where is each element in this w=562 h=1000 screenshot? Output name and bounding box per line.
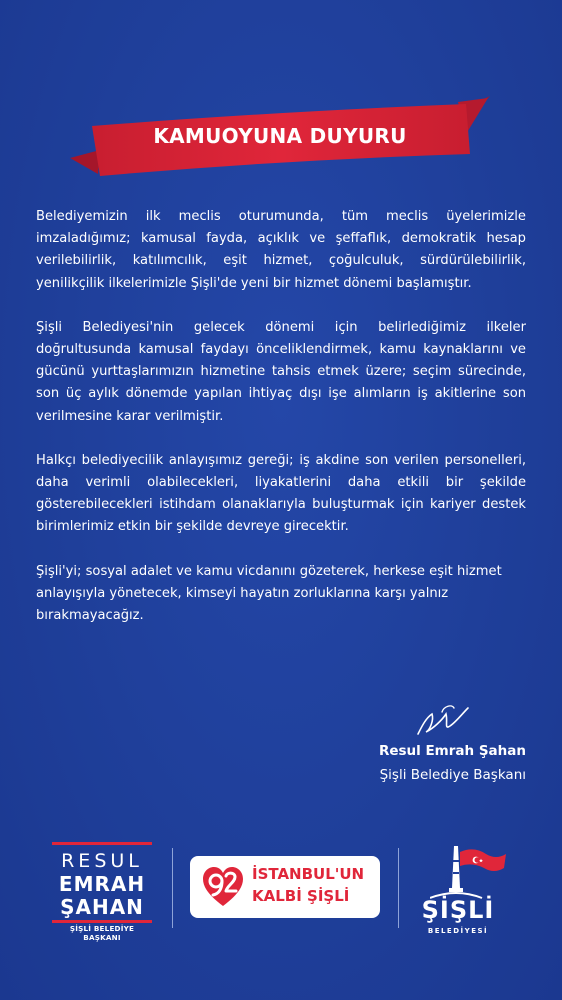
logo-top-bar — [52, 842, 152, 845]
monument-flag-icon — [430, 842, 510, 902]
paragraph-4: Şişli'yi; sosyal adalet ve kamu vicdanını gözeterek, herkese eşit hizmet anlayışıyla yönetecek, kimseyi hayatın zorluklarına karşı yalnız bırakmayacağız. — [36, 563, 502, 624]
signatory-title: Şişli Belediye Başkanı — [379, 767, 526, 783]
signatory-name: Resul Emrah Şahan — [378, 743, 526, 759]
resul-emrah-sahan-logo — [52, 842, 156, 942]
logo-line-resul: RESUL — [61, 850, 143, 872]
footer-divider-right — [398, 848, 399, 928]
logo-line-istanbulun: İSTANBUL'UN — [252, 865, 365, 883]
logo-bottom-bar — [52, 920, 152, 923]
logo-line-emrah: EMRAH — [58, 872, 146, 896]
logo-line-sahan: ŞAHAN — [60, 895, 144, 919]
paragraph-2: Şişli Belediyesi'nin gelecek dönemi için belirlediğimiz ilkeler doğrultusunda kamusal faydayı önceliklendirmek, kamu kaynaklarını ve gücünü yurttaşlarımızın hizmetine tahsis etmek üzere; seçim sürecinde, son üç aylık dönemde yapılan ihtiyaç dışı işe alımların iş akitlerine son verilmesine karar verilmiştir. — [36, 319, 526, 424]
paragraph-1: Belediyemizin ilk meclis oturumunda, tüm meclis üyelerimizle imzaladığımız; kamusal fayda, açıklık ve şeffaflık, demokratik hesap verilebilirlik, katılımcılık, eşit hizmet, çoğulculuk, sürdürülebilirlik, yenilikçilik ilkelerimizle Şişli'de yeni bir hizmet dönemi başlamıştır. — [36, 209, 526, 291]
footer-divider-left — [172, 848, 173, 928]
title-banner — [70, 96, 490, 188]
banner-title: KAMUOYUNA DUYURU — [153, 124, 407, 148]
heart-icon — [200, 864, 246, 910]
logo-line-kalbi-sisli: KALBİ ŞİŞLİ — [252, 887, 350, 905]
logo-subtitle: ŞİŞLİ BELEDİYE BAŞKANI — [69, 924, 135, 942]
paragraph-3: Halkçı belediyecilik anlayışımız gereği; iş akdine son verilen personelleri, daha verimli olabilecekleri, liyakatlerini daha etkili bir şekilde gösterebilecekleri istihdam olanaklarıyla buluşturmak için kariyer destek birimlerimiz etkin bir şekilde devreye girecektir. — [36, 452, 526, 535]
istanbulun-kalbi-sisli-logo — [190, 856, 380, 918]
logo-subtitle-belediyesi: BELEDİYESİ — [427, 927, 489, 935]
announcement-body — [36, 206, 526, 649]
logo-word-sisli: ŞİŞLİ — [421, 896, 495, 924]
signature-icon — [412, 700, 472, 740]
sisli-belediyesi-logo — [410, 842, 510, 942]
